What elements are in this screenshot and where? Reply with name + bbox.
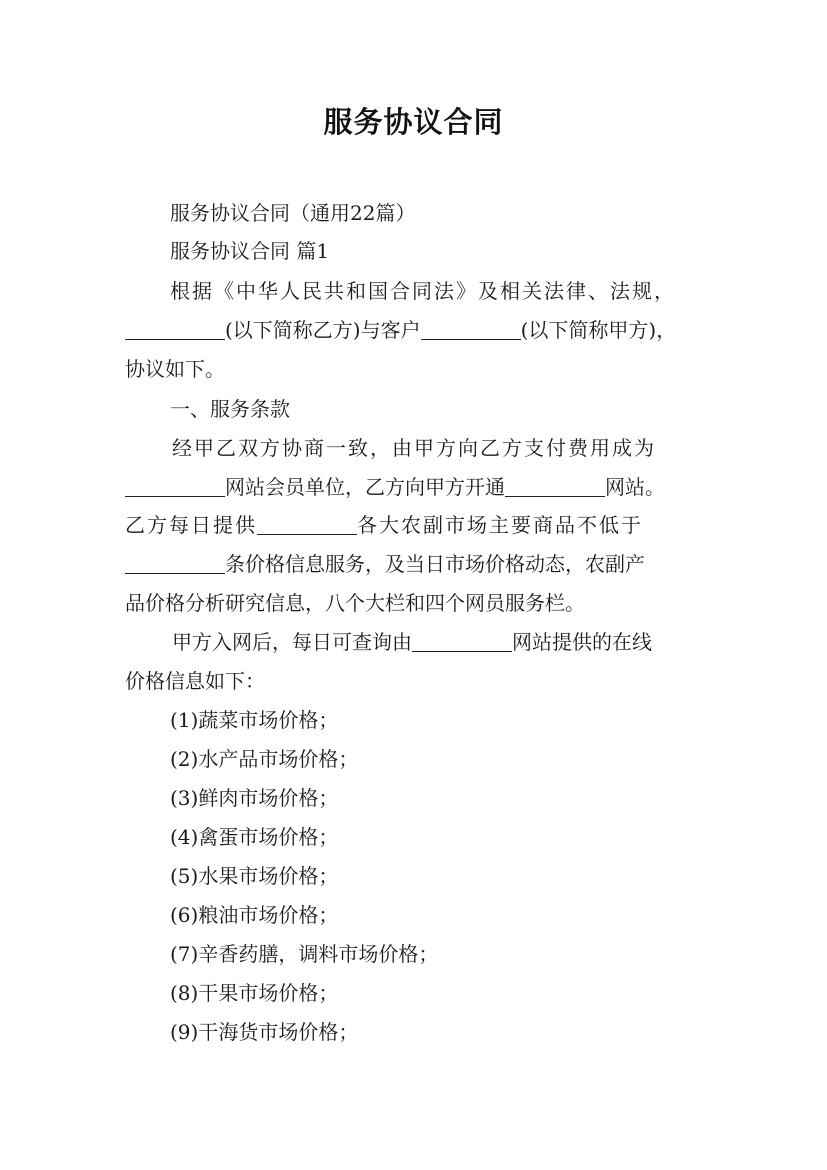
list-item: (4)禽蛋市场价格； (170, 825, 339, 849)
subtitle: 服务协议合同（通用22篇） (170, 201, 416, 225)
blank-line (412, 631, 512, 652)
paragraph-text: 网站提供的在线 (512, 630, 652, 654)
list-item: (7)辛香药膳，调料市场价格； (170, 942, 439, 966)
paragraph-text: (以下简称甲方)， (520, 318, 677, 342)
list-item: (8)干果市场价格； (170, 981, 339, 1005)
paragraph-line: 协议如下。 (125, 357, 225, 381)
paragraph-text: (以下简称乙方)与客户 (225, 318, 421, 342)
paragraph-text: 网站。 (605, 475, 665, 499)
section-heading: 服务协议合同 篇1 (170, 239, 330, 263)
list-item: (2)水产品市场价格； (170, 747, 359, 771)
blank-line (505, 476, 605, 497)
blank-line (125, 553, 225, 574)
list-item: (6)粮油市场价格； (170, 903, 339, 927)
paragraph-text: 各大农副市场主要商品不低于 (357, 513, 643, 537)
paragraph-line: 根据《中华人民共和国合同法》及相关法律、法规， (170, 279, 676, 303)
paragraph-line (125, 315, 676, 345)
blank-line (125, 319, 225, 340)
paragraph-line (125, 472, 665, 502)
paragraph-line: 经甲乙双方协商一致，由甲方向乙方支付费用成为 (172, 436, 656, 460)
list-item: (5)水果市场价格； (170, 864, 339, 888)
paragraph-line (125, 510, 643, 540)
paragraph-text: 条价格信息服务，及当日市场价格动态，农副产 (225, 552, 645, 576)
list-item: (1)蔬菜市场价格； (170, 708, 339, 732)
blank-line (257, 514, 357, 535)
document-title: 服务协议合同 (323, 105, 504, 139)
blank-line (421, 319, 521, 340)
blank-line (125, 476, 225, 497)
paragraph-text: 甲方入网后，每日可查询由 (172, 630, 412, 654)
paragraph-text: 网站会员单位，乙方向甲方开通 (225, 475, 505, 499)
paragraph-line (172, 627, 652, 657)
paragraph-line: 品价格分析研究信息，八个大栏和四个网员服务栏。 (125, 591, 585, 615)
list-item: (3)鲜肉市场价格； (170, 786, 339, 810)
clause-heading: 一、服务条款 (170, 397, 290, 421)
list-item: (9)干海货市场价格； (170, 1020, 359, 1044)
paragraph-line: 价格信息如下： (125, 669, 265, 693)
paragraph-line (125, 549, 645, 579)
paragraph-text: 乙方每日提供 (125, 513, 257, 537)
